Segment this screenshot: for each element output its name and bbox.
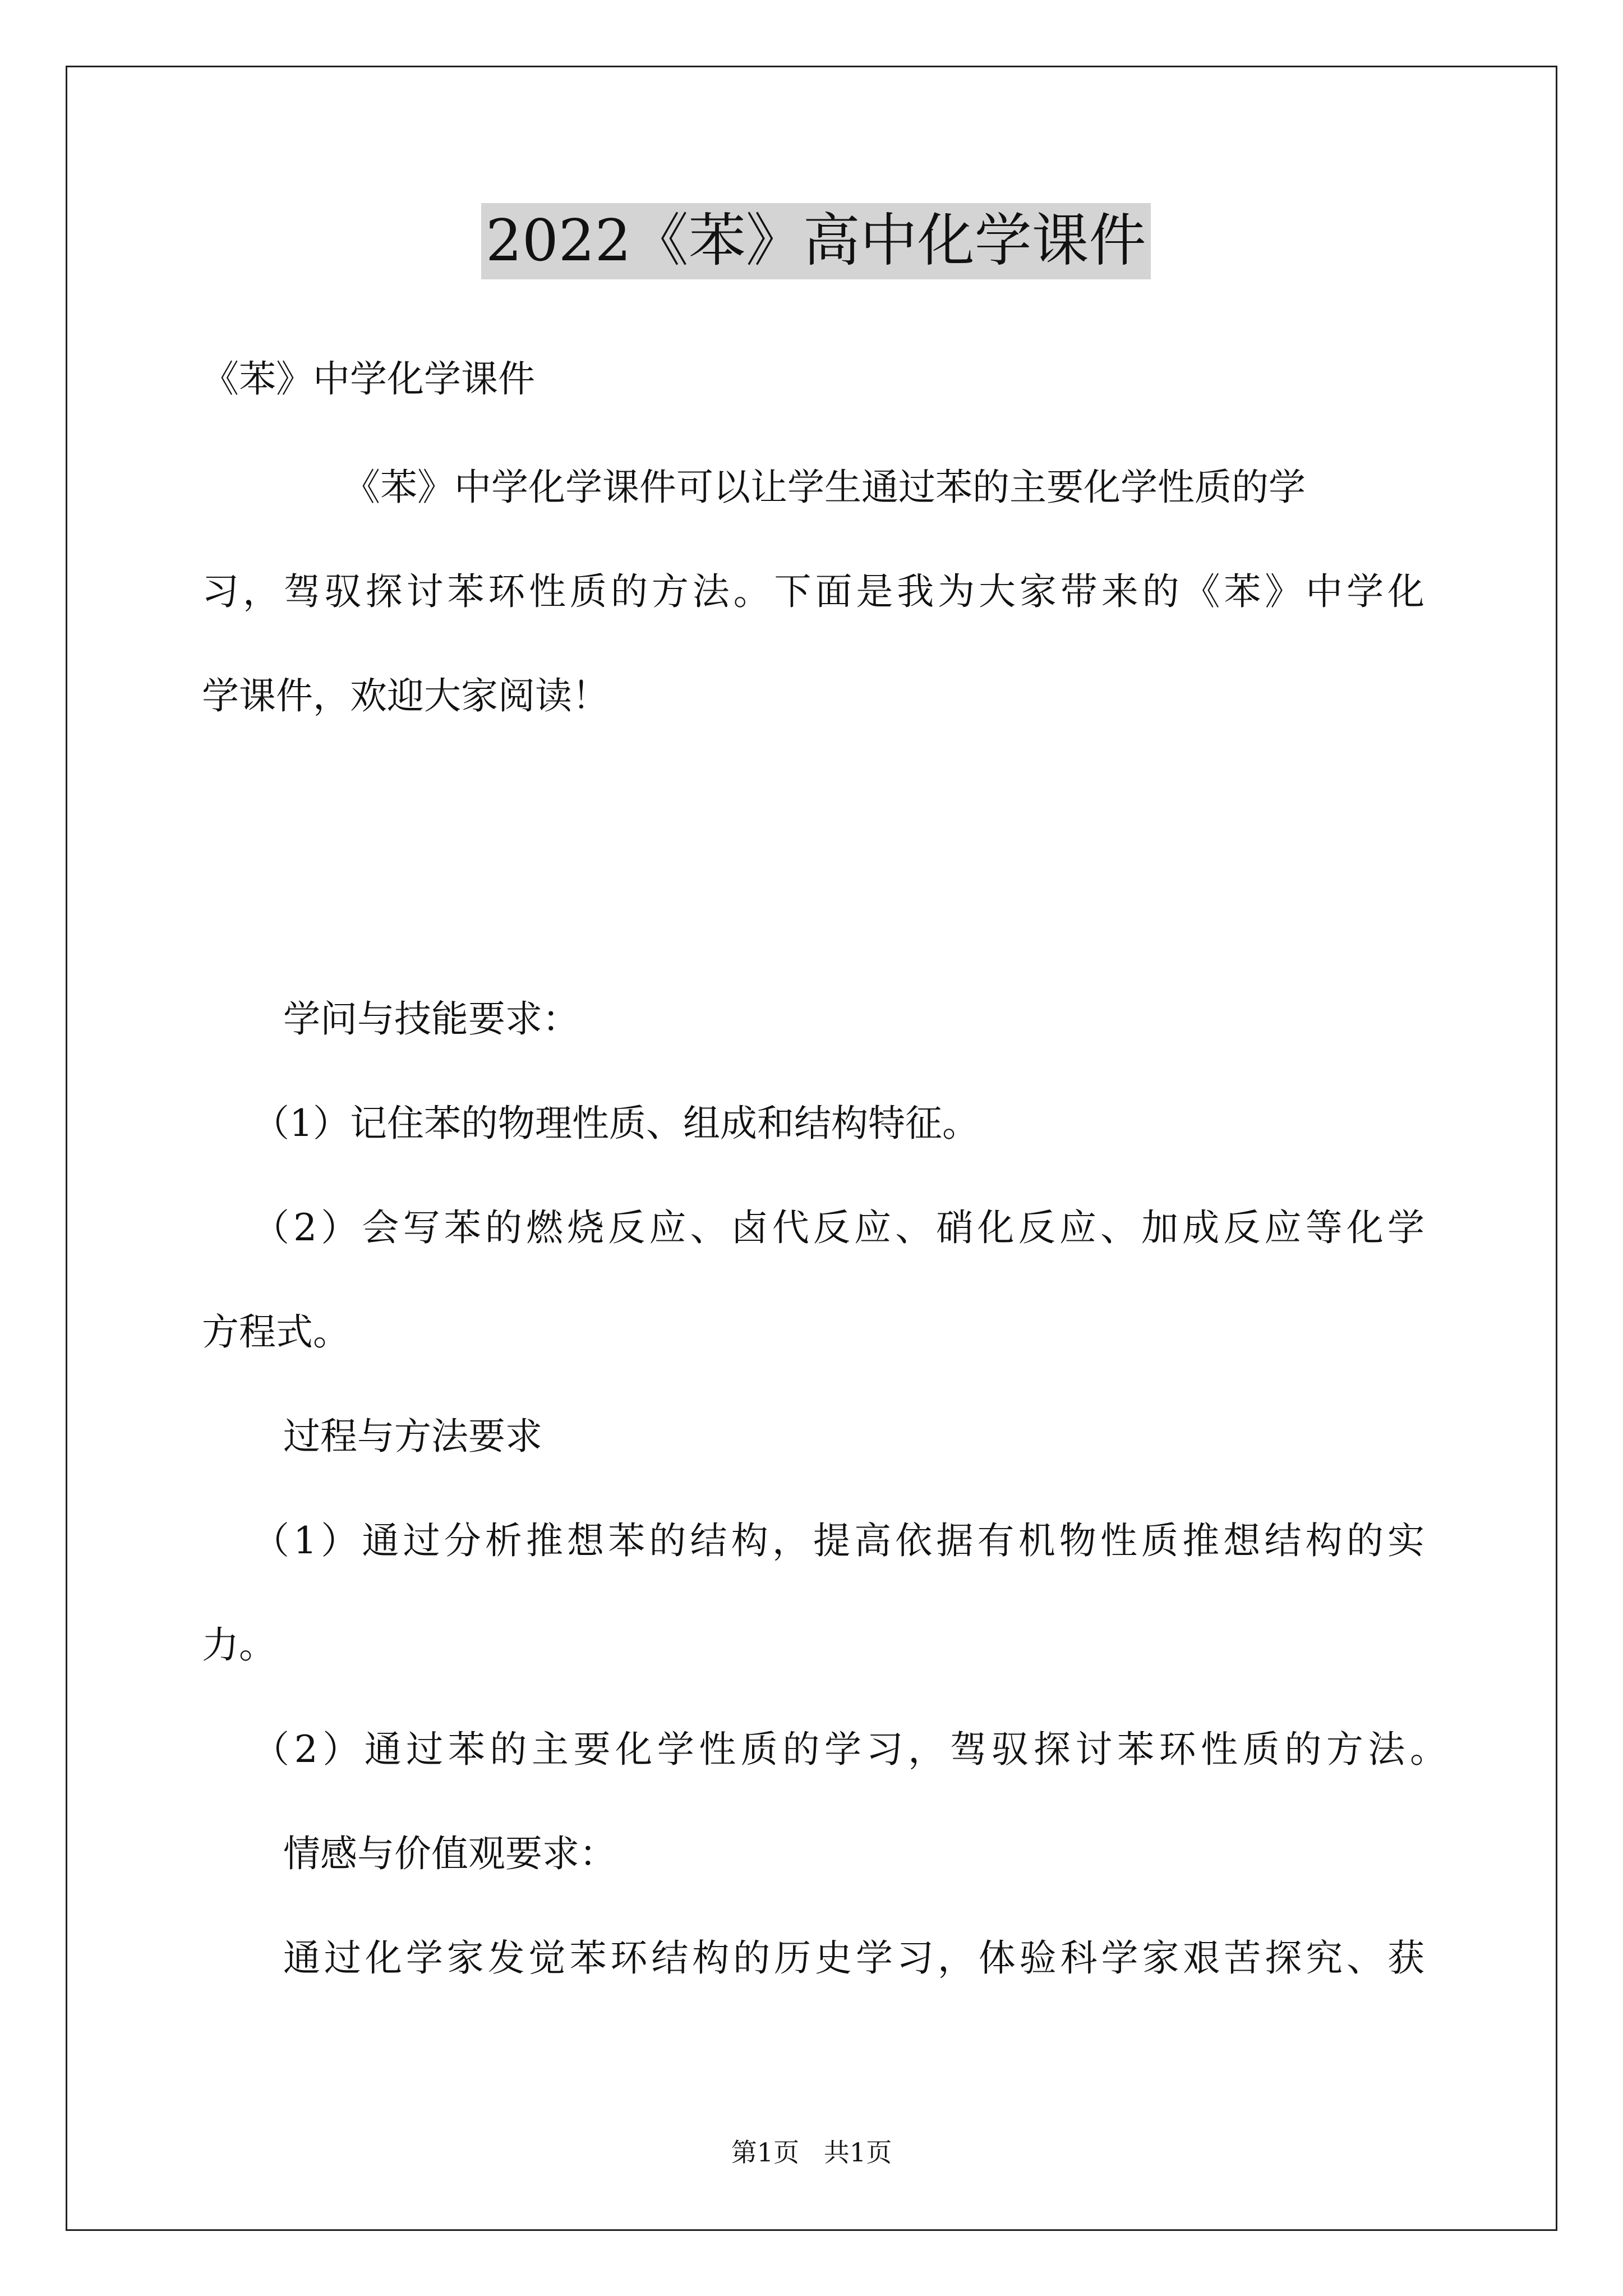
paragraph-line: 通过化学家发觉苯环结构的历史学习，体验科学家艰苦探究、获 (283, 1936, 1424, 1980)
section-heading: 过程与方法要求 (283, 1415, 542, 1458)
paragraph-line: 力。 (202, 1623, 276, 1667)
paragraph-line: 方程式。 (202, 1310, 350, 1354)
paragraph-line: 习，驾驭探讨苯环性质的方法。下面是我为大家带来的《苯》中学化 (202, 570, 1424, 613)
page-footer: 第1页 共1页 (731, 2137, 892, 2168)
section-heading: 学问与技能要求： (283, 997, 579, 1041)
list-item: （2）通过苯的主要化学性质的学习，驾驭探讨苯环性质的方法。 (252, 1728, 1447, 1771)
document-title: 2022《苯》高中化学课件 (481, 203, 1151, 279)
list-item: （1）通过分析推想苯的结构，提高依据有机物性质推想结构的实 (252, 1519, 1424, 1562)
subheading: 《苯》中学化学课件 (202, 357, 535, 401)
paragraph-line: 学课件，欢迎大家阅读！ (202, 674, 609, 717)
paragraph-line: 《苯》中学化学课件可以让学生通过苯的主要化学性质的学 (343, 466, 1306, 509)
section-heading: 情感与价值观要求： (283, 1832, 616, 1875)
list-item: （1）记住苯的物理性质、组成和结构特征。 (252, 1102, 979, 1145)
list-item: （2）会写苯的燃烧反应、卤代反应、硝化反应、加成反应等化学 (252, 1206, 1424, 1249)
